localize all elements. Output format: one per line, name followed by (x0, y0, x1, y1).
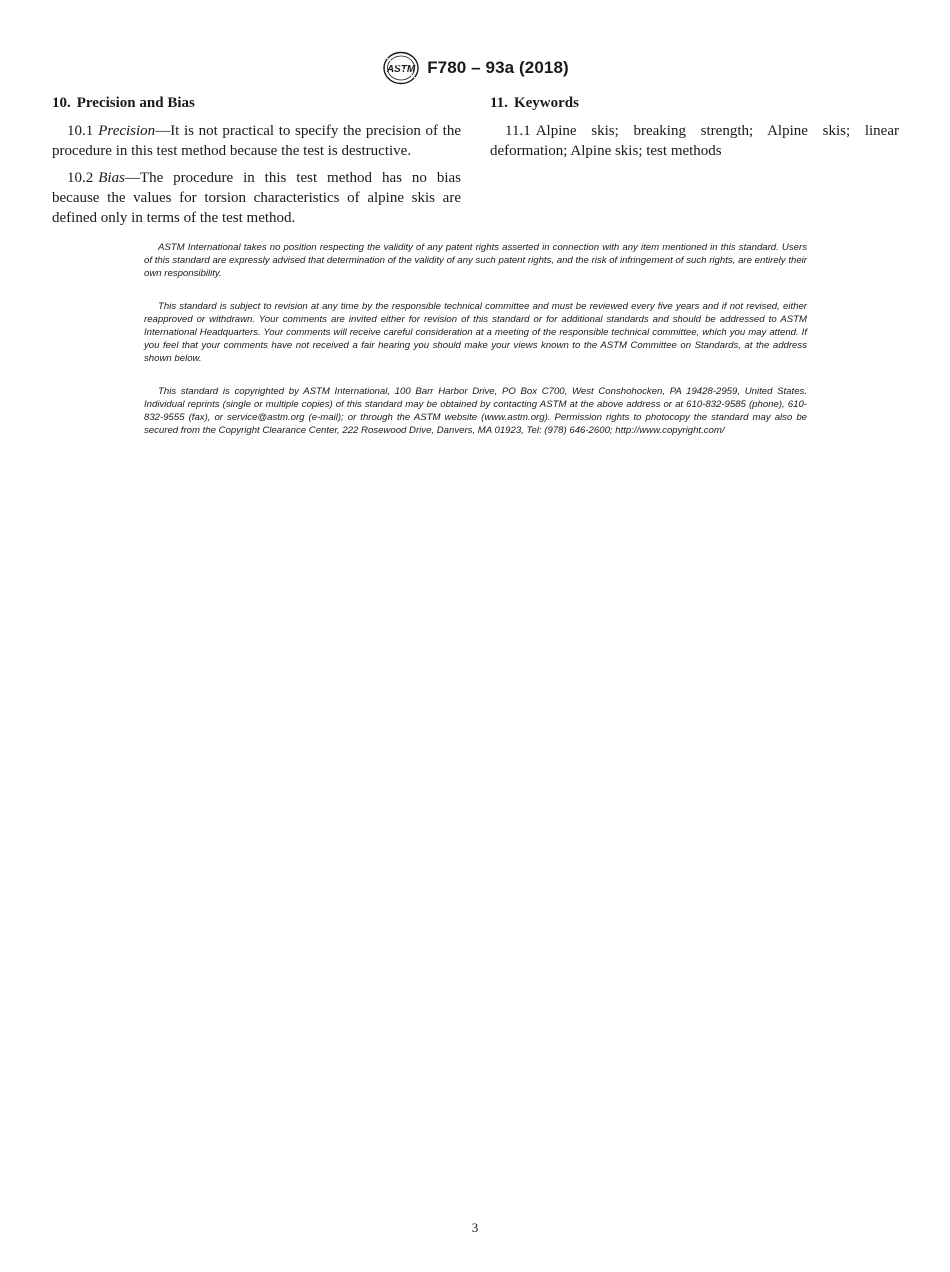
page-header (0, 50, 950, 86)
revision-notice: This standard is subject to revision at any time by the responsible technical committee and must be reviewed every five years and if not revised, either reapproved or withdrawn. Your comments are invited either for revision of this standard or for additional standards and should be addressed to ASTM International Headquarters. Your comments will receive careful consideration at a meeting of the responsible technical committee, which you may attend. If you feel that your comments have not received a fair hearing you should make your views known to the ASTM Committee on Standards, at the address shown below. (144, 300, 807, 365)
svg-text:ASTM: ASTM (387, 64, 416, 75)
document-designation: F780 – 93a (2018) (427, 58, 569, 77)
paragraph-label: 11.1 (505, 123, 531, 139)
paragraph-11-1 (490, 121, 899, 161)
paragraph-10-1 (52, 121, 461, 161)
paragraph-term: Precision (98, 123, 156, 139)
astm-logo-icon (381, 50, 421, 86)
paragraph-term: Bias (98, 170, 125, 186)
left-column (52, 93, 461, 235)
section-number: 10. (52, 95, 71, 111)
paragraph-text: —The procedure in this test method has no bias because the values for torsion characteristics of alpine skis are defined only in terms of the test method. (52, 170, 461, 226)
section-title: Keywords (513, 95, 579, 111)
section-heading-precision-bias (52, 93, 461, 113)
copyright-notice: This standard is copyrighted by ASTM International, 100 Barr Harbor Drive, PO Box C700, West Conshohocken, PA 19428-2959, United States. Individual reprints (single or multiple copies) of this standard may be obtained by contacting ASTM at the above address or at 610-832-9585 (phone), 610-832-9555 (fax), or service@astm.org (e-mail); or through the ASTM website (www.astm.org). Permission rights to photocopy the standard may also be secured from the Copyright Clearance Center, 222 Rosewood Drive, Danvers, MA 01923, Tel: (978) 646-2600; http://www.copyright.com/ (144, 385, 807, 437)
section-heading-keywords (490, 93, 899, 113)
paragraph-text: —It is not practical to specify the precision of the procedure in this test method because the test is destructive. (52, 123, 461, 159)
paragraph-label: 10.1 (67, 123, 94, 139)
legal-notices (144, 241, 807, 456)
page-number: 3 (471, 1220, 479, 1235)
paragraph-text: Alpine skis; breaking strength; Alpine skis; linear deformation; Alpine skis; test methods (490, 123, 899, 159)
patent-notice: ASTM International takes no position respecting the validity of any patent rights asserted in connection with any item mentioned in this standard. Users of this standard are expressly advised that determination of the validity of any such patent rights, and the risk of infringement of such rights, are entirely their own responsibility. (144, 242, 807, 280)
section-title: Precision and Bias (76, 95, 195, 111)
right-column (490, 93, 899, 168)
section-number: 11. (490, 95, 508, 111)
paragraph-10-2 (52, 168, 461, 228)
paragraph-label: 10.2 (67, 170, 94, 186)
